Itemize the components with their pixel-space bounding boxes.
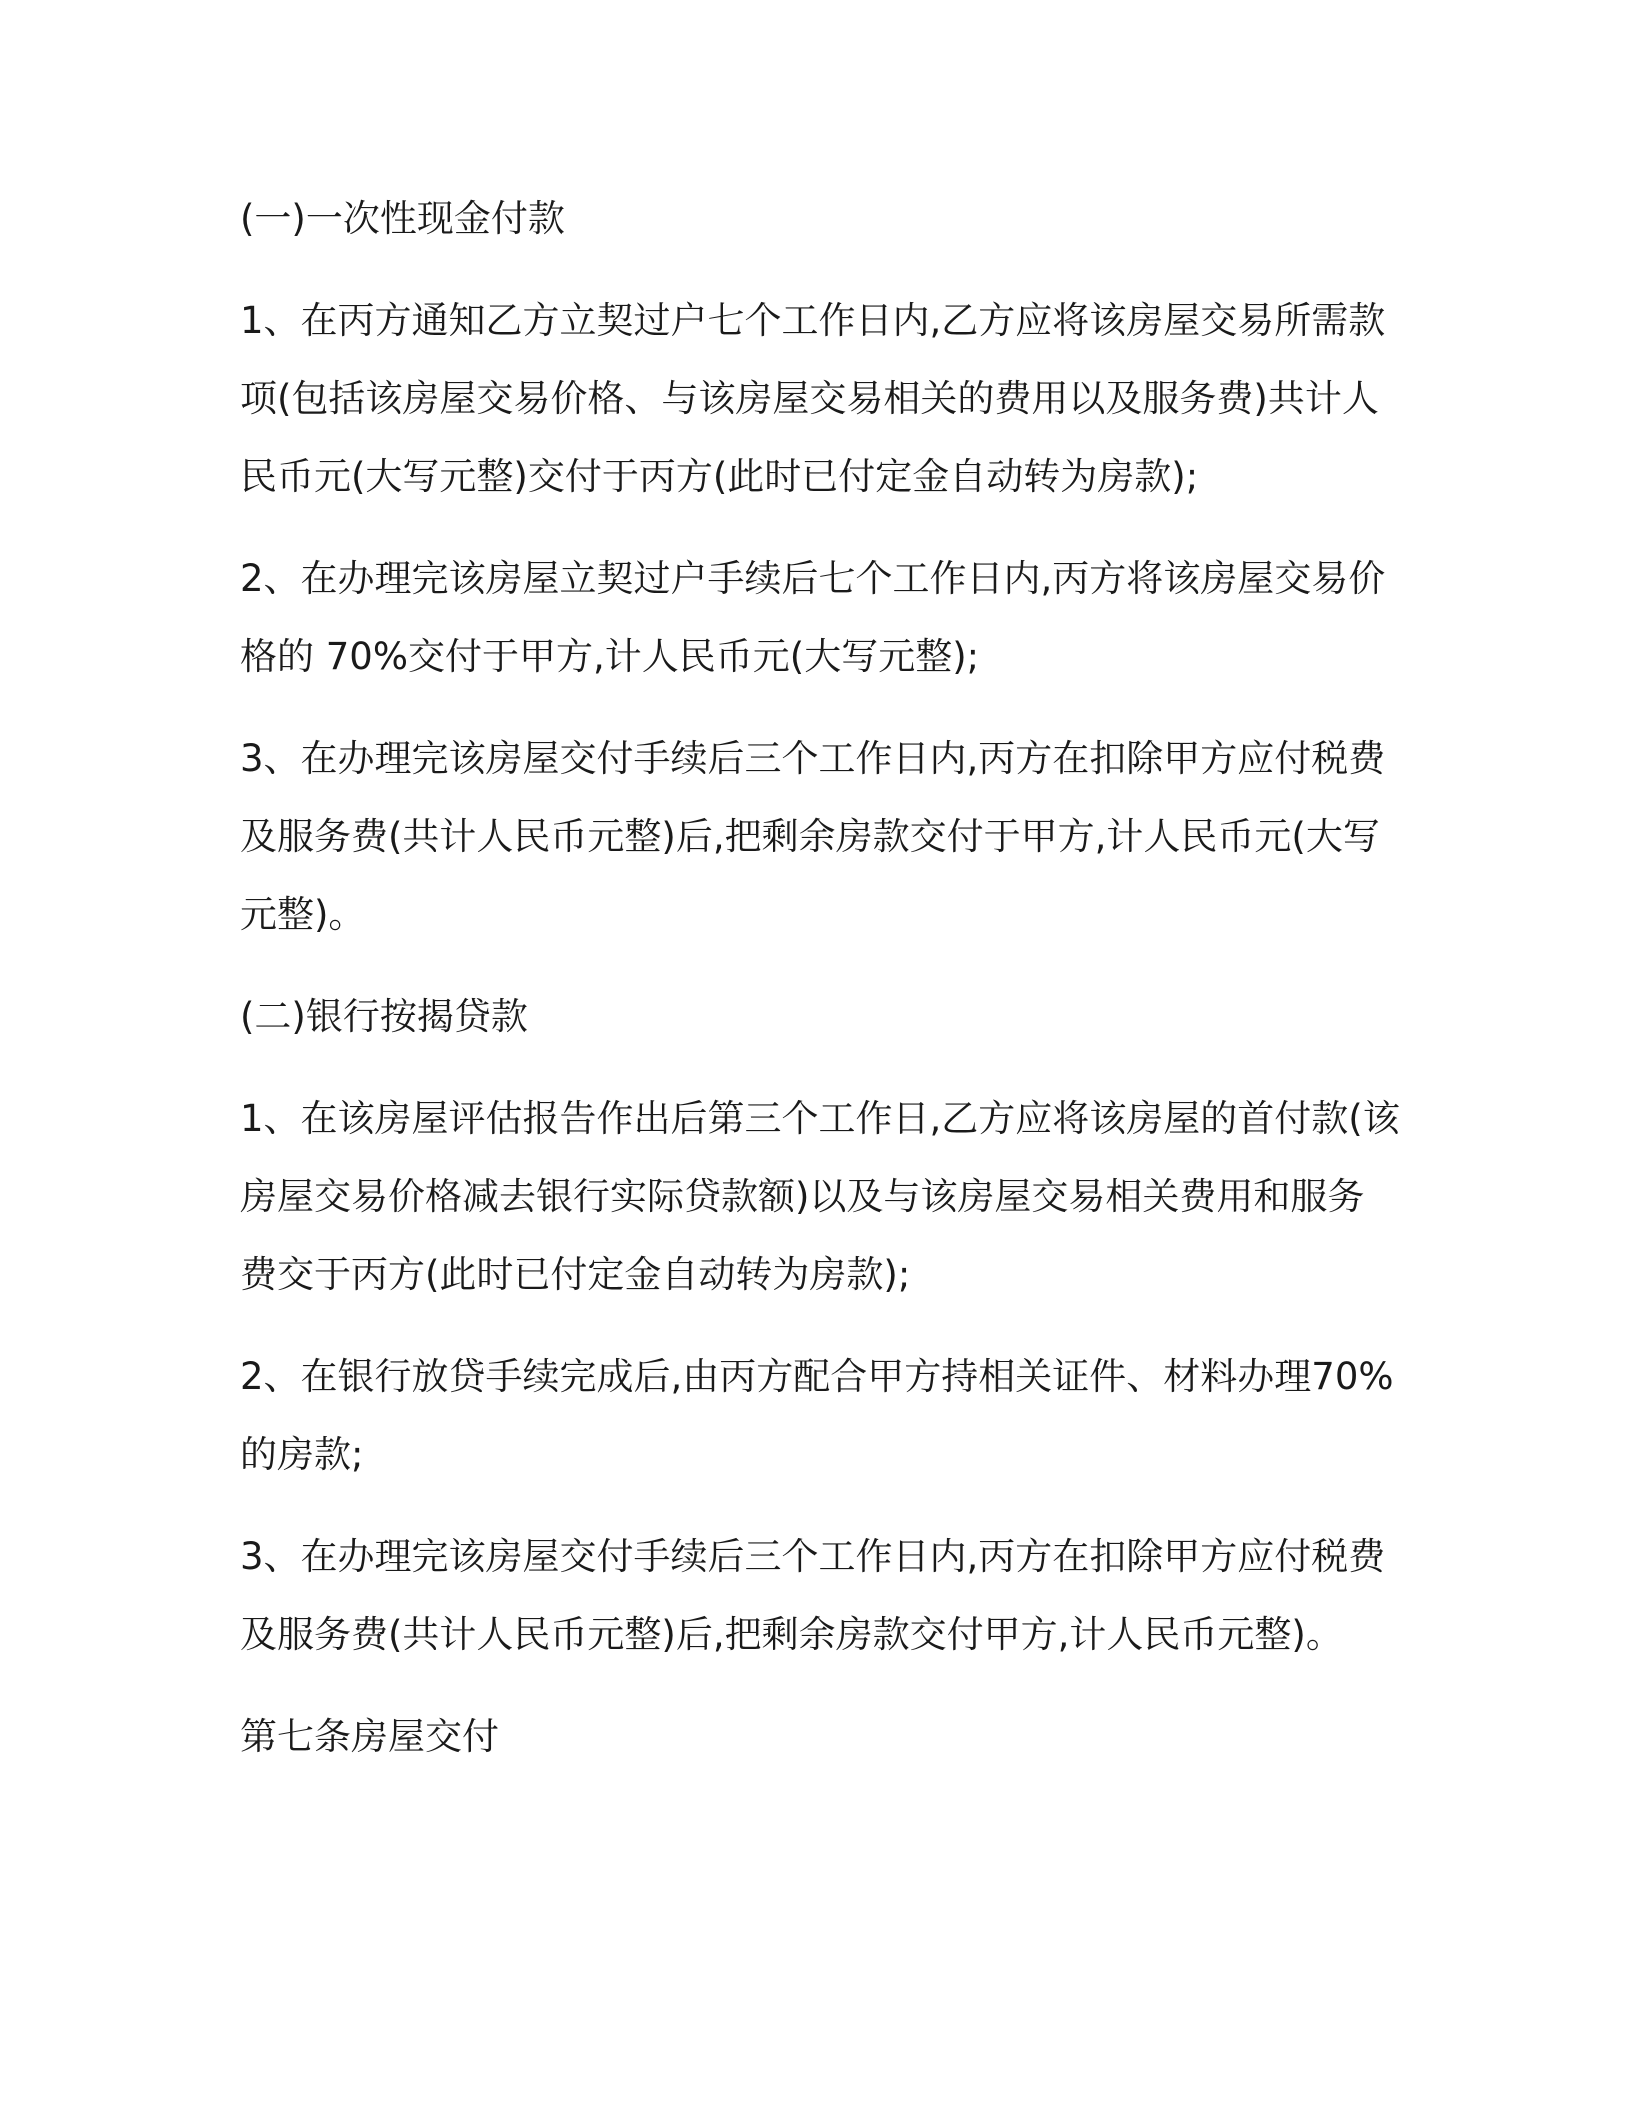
cash-payment-item-3: 3、在办理完该房屋交付手续后三个工作日内,丙方在扣除甲方应付税费及服务费(共计人民币元整)后,把剩余房款交付于甲方,计人民币元(大写元整)。 [240, 737, 1386, 936]
mortgage-item-2: 2、在银行放贷手续完成后,由丙方配合甲方持相关证件、材料办理70%的房款; [240, 1355, 1394, 1476]
mortgage-item-3: 3、在办理完该房屋交付手续后三个工作日内,丙方在扣除甲方应付税费及服务费(共计人民币元整)后,把剩余房款交付甲方,计人民币元整)。 [240, 1535, 1386, 1656]
document-page [240, 180, 1400, 1800]
section-heading-cash-payment: (一)一次性现金付款 [240, 197, 565, 240]
cash-payment-item-1: 1、在丙方通知乙方立契过户七个工作日内,乙方应将该房屋交易所需款项(包括该房屋交易价格、与该房屋交易相关的费用以及服务费)共计人民币元(大写元整)交付于丙方(此时已付定金自动转为房款); [240, 299, 1386, 498]
article-7-heading: 第七条房屋交付 [240, 1715, 499, 1758]
cash-payment-item-2: 2、在办理完该房屋立契过户手续后七个工作日内,丙方将该房屋交易价格的 70%交付于甲方,计人民币元(大写元整); [240, 557, 1386, 678]
mortgage-item-1: 1、在该房屋评估报告作出后第三个工作日,乙方应将该房屋的首付款(该房屋交易价格减去银行实际贷款额)以及与该房屋交易相关费用和服务费交于丙方(此时已付定金自动转为房款); [240, 1097, 1400, 1296]
section-heading-mortgage-loan: (二)银行按揭贷款 [240, 995, 528, 1038]
